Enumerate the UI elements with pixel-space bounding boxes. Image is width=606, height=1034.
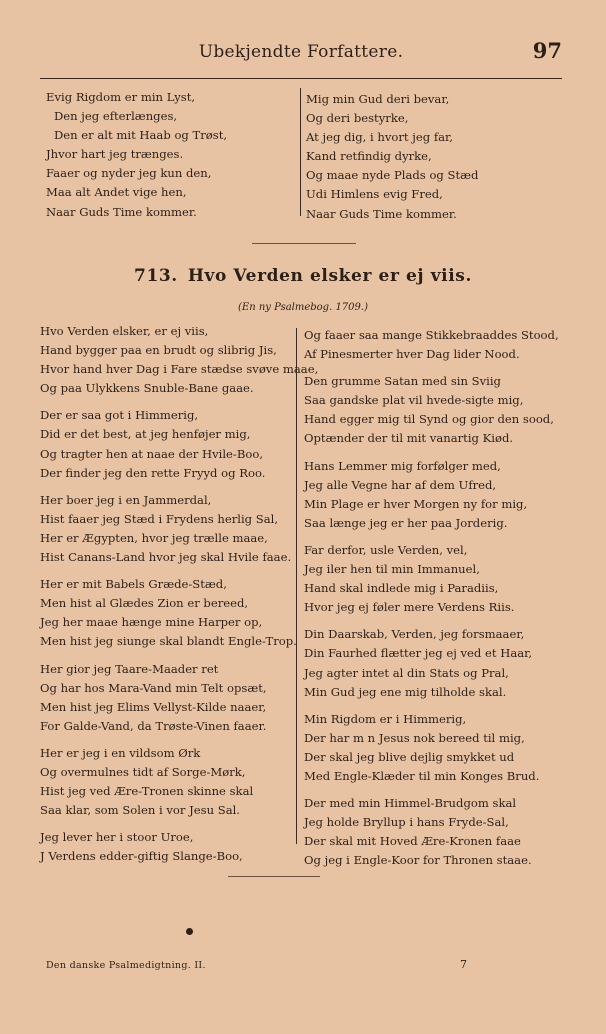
hymn-source: (En ny Psalmebog. 1709.) xyxy=(238,302,368,313)
verse-line: Jhvor hart jeg trænges. xyxy=(46,147,184,162)
verse-line: Saa længe jeg er her paa Jorderig. xyxy=(304,515,508,530)
verse-line: Optænder der til mit vanartig Kiød. xyxy=(304,431,514,446)
verse-line: Her er mit Babels Græde-Stæd, xyxy=(40,577,227,592)
top-right-column xyxy=(306,90,478,224)
verse-line: J Verdens edder-giftig Slange-Boo, xyxy=(40,849,243,864)
verse-line: Hand skal indlede mig i Paradiis, xyxy=(304,581,499,596)
verse-line: Hvor jeg ej føler mere Verdens Riis. xyxy=(304,600,515,615)
stanza xyxy=(40,828,318,866)
stanza xyxy=(40,491,318,567)
stanza xyxy=(304,541,559,617)
stanza xyxy=(40,575,318,651)
page-number: 97 xyxy=(532,38,562,63)
running-title: Ubekjendte Forfattere. xyxy=(198,42,404,62)
verse-line: Der har m n Jesus nok bereed til mig, xyxy=(304,730,525,745)
ink-dot xyxy=(186,928,193,935)
verse-line: Jeg her maae hænge mine Harper op, xyxy=(40,615,263,630)
verse-line: Naar Guds Time kommer. xyxy=(46,204,197,219)
verse-line: Den grumme Satan med sin Sviig xyxy=(304,374,501,389)
verse-line: Og tragter hen at naae der Hvile-Boo, xyxy=(40,446,263,461)
verse-line: Der skal jeg blive dejlig smykket ud xyxy=(304,749,515,764)
verse-line: Og overmulnes tidt af Sorge-Mørk, xyxy=(40,764,246,779)
printer-signature: Den danske Psalmedigtning. II. xyxy=(46,960,206,971)
verse-line: Og paa Ulykkens Snuble-Bane gaae. xyxy=(40,381,254,396)
verse-line: Hand egger mig til Synd og gior den sood, xyxy=(304,412,554,427)
verse-line: Jeg alle Vegne har af dem Ufred, xyxy=(304,477,497,492)
stanza xyxy=(304,710,559,786)
verse-line: Men hist jeg siunge skal blandt Engle-Trop. xyxy=(40,634,297,649)
verse-line: Maa alt Andet vige hen, xyxy=(46,185,187,200)
verse-line: Far derfor, usle Verden, vel, xyxy=(304,542,468,557)
verse-line: Og deri bestyrke, xyxy=(306,111,409,126)
verse-line: Der finder jeg den rette Fryyd og Roo. xyxy=(40,465,266,480)
verse-line: Udi Himlens evig Fred, xyxy=(306,187,443,202)
verse-line: Din Faurhed flætter jeg ej ved et Haar, xyxy=(304,646,533,661)
verse-line: Hvor hand hver Dag i Fare stædse svøve maae, xyxy=(40,362,319,377)
verse-line: Min Plage er hver Morgen ny for mig, xyxy=(304,496,528,511)
verse-line: Naar Guds Time kommer. xyxy=(306,206,457,221)
verse-line: Den er alt mit Haab og Trøst, xyxy=(54,128,228,143)
verse-line: At jeg dig, i hvort jeg far, xyxy=(306,130,453,145)
verse-line: Og maae nyde Plads og Stæd xyxy=(306,168,479,183)
hymn-number: 713. xyxy=(134,266,178,286)
stanza xyxy=(304,372,559,448)
hymn-right-column xyxy=(304,326,559,870)
verse-line: Jeg agter intet al din Stats og Pral, xyxy=(304,665,509,680)
verse-line: Hist faaer jeg Stæd i Frydens herlig Sal, xyxy=(40,511,279,526)
verse-line: Der med min Himmel-Brudgom skal xyxy=(304,796,517,811)
verse-line: Saa klar, som Solen i vor Jesu Sal. xyxy=(40,803,240,818)
verse-line: Men hist al Glædes Zion er bereed, xyxy=(40,596,249,611)
verse-line: Min Rigdom er i Himmerig, xyxy=(304,711,467,726)
page-header xyxy=(40,38,562,68)
verse-line: Der skal mit Hoved Ære-Kronen faae xyxy=(304,834,521,849)
top-left-column xyxy=(46,88,227,222)
verse-line: Jeg lever her i stoor Uroe, xyxy=(40,830,194,845)
section-rule xyxy=(252,243,356,244)
verse-line: Og jeg i Engle-Koor for Thronen staae. xyxy=(304,853,532,868)
stanza xyxy=(304,326,559,364)
verse-line: Min Gud jeg ene mig tilholde skal. xyxy=(304,684,507,699)
stanza xyxy=(304,794,559,870)
verse-line: Med Engle-Klæder til min Konges Brud. xyxy=(304,768,540,783)
stanza xyxy=(40,660,318,736)
hymn-title xyxy=(0,266,606,286)
stanza xyxy=(40,406,318,482)
verse-line: Faaer og nyder jeg kun den, xyxy=(46,166,212,181)
header-rule xyxy=(40,78,562,79)
verse-line: Jeg iler hen til min Immanuel, xyxy=(304,562,480,577)
verse-line: Did er det best, at jeg henføjer mig, xyxy=(40,427,251,442)
hymn-left-column xyxy=(40,322,318,866)
verse-line: Her er jeg i en vildsom Ørk xyxy=(40,745,201,760)
verse-line: Her er Ægypten, hvor jeg trælle maae, xyxy=(40,530,268,545)
stanza xyxy=(304,625,559,701)
verse-line: Hist jeg ved Ære-Tronen skinne skal xyxy=(40,784,254,799)
verse-line: Og faaer saa mange Stikkebraaddes Stood, xyxy=(304,328,559,342)
verse-line: Evig Rigdom er min Lyst, xyxy=(46,90,196,104)
verse-line: Hans Lemmer mig forfølger med, xyxy=(304,458,501,473)
stanza xyxy=(304,457,559,533)
verse-line: Mig min Gud deri bevar, xyxy=(306,92,450,106)
stanza xyxy=(40,744,318,820)
verse-line: Jeg holde Bryllup i hans Fryde-Sal, xyxy=(304,815,509,830)
top-column-divider xyxy=(300,88,301,216)
hymn-title-text: Hvo Verden elsker er ej viis. xyxy=(187,266,472,286)
verse-line: Hvo Verden elsker, er ej viis, xyxy=(40,324,209,338)
verse-line: Af Pinesmerter hver Dag lider Nood. xyxy=(304,347,520,362)
verse-line: Her gior jeg Taare-Maader ret xyxy=(40,661,219,676)
sheet-number: 7 xyxy=(460,958,467,971)
end-rule xyxy=(228,876,320,877)
verse-line: Der er saa got i Himmerig, xyxy=(40,408,199,423)
verse-line: Saa gandske plat vil hvede-sigte mig, xyxy=(304,393,524,408)
verse-line: Her boer jeg i en Jammerdal, xyxy=(40,492,212,507)
hymn-column-divider xyxy=(296,328,297,844)
verse-line: Og har hos Mara-Vand min Telt opsæt, xyxy=(40,680,267,695)
stanza xyxy=(40,322,318,398)
verse-line: For Galde-Vand, da Trøste-Vinen faaer. xyxy=(40,718,267,733)
verse-line: Hand bygger paa en brudt og slibrig Jis, xyxy=(40,343,277,358)
verse-line: Din Daarskab, Verden, jeg forsmaaer, xyxy=(304,627,525,642)
verse-line: Kand retfindig dyrke, xyxy=(306,149,432,164)
verse-line: Men hist jeg Elims Vellyst-Kilde naaer, xyxy=(40,699,267,714)
verse-line: Den jeg efterlænges, xyxy=(54,109,178,124)
verse-line: Hist Canans-Land hvor jeg skal Hvile faae. xyxy=(40,550,292,565)
